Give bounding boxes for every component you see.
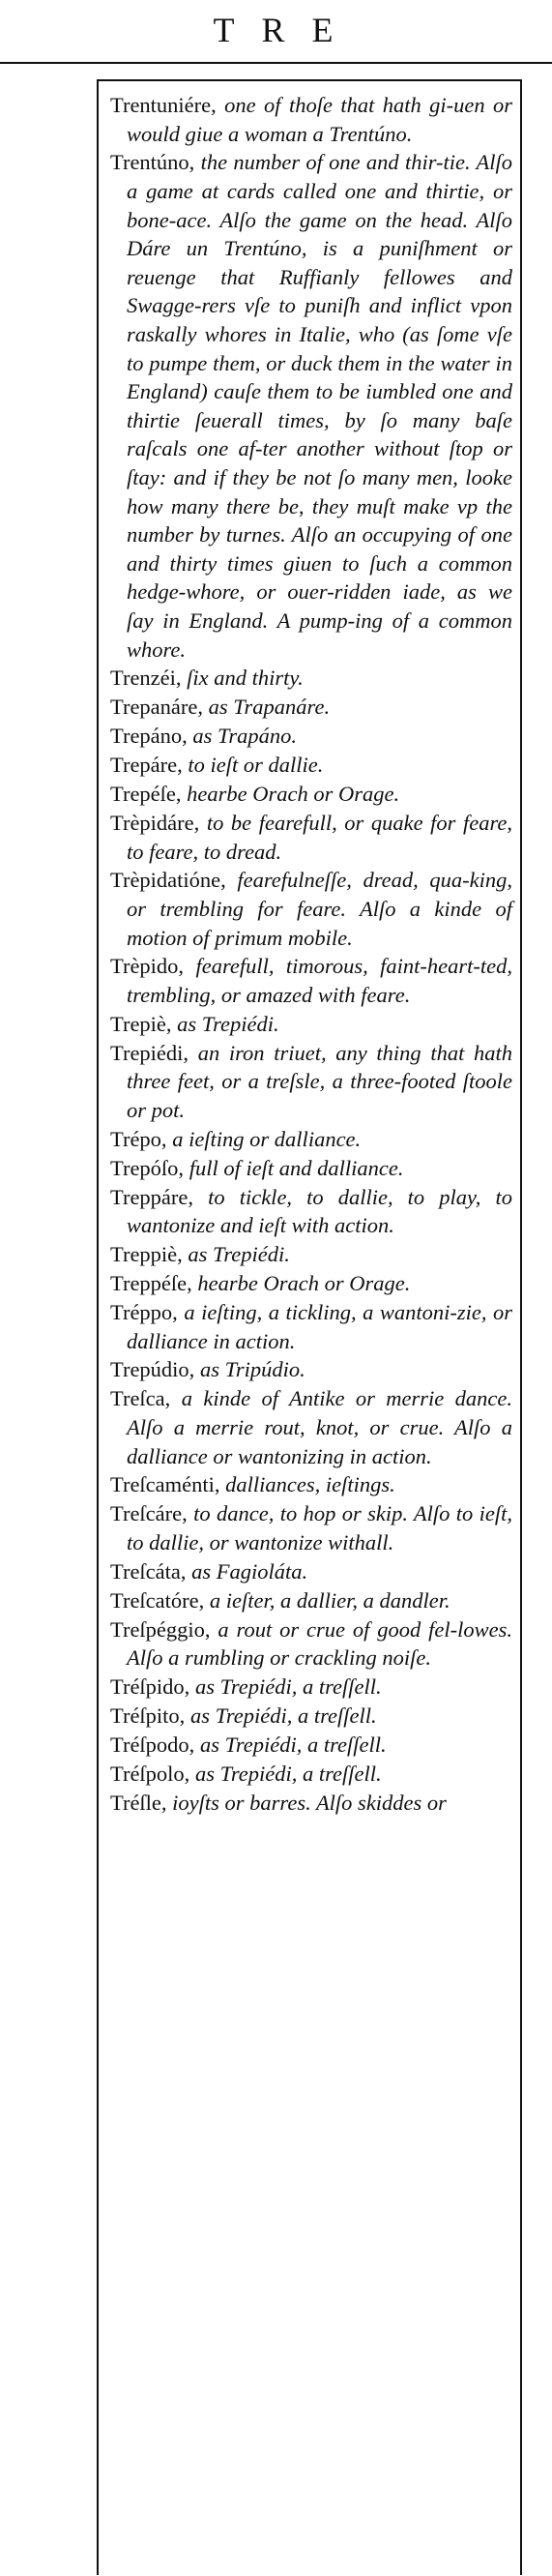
dictionary-entry (110, 1183, 512, 1240)
dictionary-entry (110, 1586, 512, 1615)
entry-gloss: a ieſting, a tickling, a wantoni-zie, or dalliance in action. (127, 1299, 512, 1353)
entry-gloss: as Trepiédi, a treſſell. (189, 1674, 382, 1700)
entry-headword: Tréſle, (110, 1790, 167, 1815)
dictionary-entry (110, 1010, 512, 1039)
entry-gloss: fearefulneſſe, dread, qua-king, or trembling for feare. Alſo a kinde of motion of primum mobile. (127, 868, 512, 950)
dictionary-entry (110, 91, 512, 148)
entry-gloss: fearefull, timorous, faint-heart-ted, trembling, or amazed with feare. (127, 954, 512, 1008)
entry-headword: Tréſpolo, (110, 1761, 190, 1786)
entry-headword: Trepáre, (110, 753, 183, 778)
entry-headword: Trépo, (110, 1126, 167, 1151)
entry-gloss: to tickle, to dallie, to play, to wantonize and ieſt with action. (127, 1184, 512, 1238)
entry-gloss: to be fearefull, or quake for feare, to feare, to dread. (127, 810, 512, 864)
dictionary-entry (110, 1269, 512, 1298)
entry-gloss: as Trepiédi. (171, 1011, 279, 1036)
dictionary-entry (110, 1384, 512, 1470)
dictionary-entry (110, 1154, 512, 1183)
entry-headword: Trentúno, (110, 150, 195, 175)
header-rule (0, 62, 552, 64)
entry-headword: Treſcáta, (110, 1558, 187, 1584)
dictionary-entry (110, 1789, 512, 1818)
entry-headword: Treppéſe, (110, 1271, 192, 1296)
page-header: TRE (213, 11, 361, 49)
dictionary-entry (110, 780, 512, 809)
entry-gloss: a ieſting or dalliance. (166, 1126, 362, 1151)
entry-gloss: hearbe Orach or Orage. (181, 782, 400, 807)
entry-gloss: a ieſter, a dallier, a dandler. (204, 1587, 450, 1613)
entry-headword: Treppáre, (110, 1184, 194, 1209)
entry-headword: Treſcaménti, (110, 1472, 220, 1497)
entry-gloss: a kinde of Antike or merrie dance. Alſo a merrie rout, knot, or crue. Alſo a dalliance or wantonizing in action. (127, 1386, 512, 1468)
dictionary-entry (110, 1039, 512, 1125)
dictionary-entry (110, 1125, 512, 1154)
dictionary-entry (110, 1355, 512, 1384)
entry-headword: Treſcatóre, (110, 1587, 205, 1613)
entry-headword: Trèpidáre, (110, 810, 200, 835)
entry-gloss: a rout or crue of good fel-lowes. Alſo a rumbling or crackling noiſe. (127, 1616, 512, 1671)
entry-headword: Trenzéi, (110, 666, 182, 691)
entry-headword: Tréſpodo, (110, 1732, 195, 1757)
entry-gloss: ſix and thirty. (181, 666, 304, 691)
entry-gloss: as Trepiédi, a treſſell. (185, 1703, 377, 1728)
entry-column (97, 79, 522, 2575)
entry-gloss: one of thoſe that hath gi-uen or would giue a woman a Trentúno. (127, 93, 512, 146)
entry-gloss: as Fagioláta. (186, 1558, 308, 1584)
entry-headword: Trepanáre, (110, 695, 204, 720)
dictionary-entry (110, 751, 512, 780)
dictionary-entry (110, 1731, 512, 1760)
entry-headword: Trèpidatióne, (110, 868, 226, 893)
entry-headword: Tréſpito, (110, 1703, 186, 1728)
entry-headword: Trentuniére, (110, 93, 217, 117)
dictionary-entry (110, 1760, 512, 1789)
entry-gloss: to dance, to hop or skip. Alſo to ieſt, to dallie, or wantonize withall. (127, 1501, 512, 1554)
dictionary-entry (110, 1615, 512, 1673)
dictionary-entry (110, 1702, 512, 1731)
dictionary-entry (110, 1557, 512, 1586)
entry-gloss: ioyſts or barres. Alſo skiddes or (166, 1790, 447, 1815)
entry-headword: Trepiè, (110, 1011, 172, 1036)
entry-headword: Treppiè, (110, 1242, 183, 1267)
entry-headword: Treſca, (110, 1386, 171, 1411)
entry-gloss: the number of one and thir-tie. Alſo a game at cards called one and thirtie, or bone-ace. Alſo the game on the head. Alſo Dáre un Trentúno, is a puniſhment or reuenge that Ruffianly fellowes and Swagge-rers vſe to puniſh and inflict vpon raskally whores in Italie, who (as ſome vſe to pumpe them, or duck them in the water in England) cauſe them to be iumbled one and thirtie ſeuerall times, by ſo many baſe raſcals one af-ter another without ſtop or ſtay: and if they be not ſo many men, looke how many there be, they muſt make vp the number by turnes. Alſo an occupying of one and thirty times giuen to ſuch a common hedge-whore, or ouer-ridden iade, as we ſay in England. A pump-ing of a common whore. (127, 150, 512, 662)
entry-headword: Tréppo, (110, 1299, 178, 1324)
entry-headword: Treſpéggio, (110, 1616, 211, 1642)
entry-gloss: as Tripúdio. (194, 1357, 305, 1382)
entry-headword: Trèpido, (110, 954, 185, 979)
entry-headword: Trepúdio, (110, 1357, 195, 1382)
dictionary-entry (110, 1499, 512, 1556)
dictionary-entry (110, 952, 512, 1009)
entry-gloss: as Trepiédi, a treſſell. (189, 1761, 382, 1786)
entry-headword: Treſcáre, (110, 1501, 188, 1526)
entry-gloss: as Trepiédi. (182, 1242, 290, 1267)
entry-gloss: as Trapanáre. (203, 695, 331, 720)
dictionary-entry (110, 722, 512, 751)
entry-headword: Tréſpido, (110, 1674, 190, 1700)
dictionary-entry (110, 809, 512, 866)
entry-headword: Trepóſo, (110, 1155, 185, 1180)
dictionary-entry (110, 866, 512, 952)
dictionary-entry (110, 1240, 512, 1269)
entry-gloss: an iron triuet, any thing that hath three feet, or a treſsle, a three-footed ſtoole or pot. (127, 1040, 512, 1123)
dictionary-entry (110, 148, 512, 664)
dictionary-entry (110, 1298, 512, 1355)
entry-gloss: dalliances, ieſtings. (219, 1472, 395, 1497)
entry-headword: Trepiédi, (110, 1040, 189, 1065)
entry-gloss: full of ieſt and dalliance. (184, 1155, 404, 1180)
dictionary-entry (110, 693, 512, 722)
entry-gloss: as Trapáno. (187, 724, 297, 749)
entry-gloss: to ieſt or dallie. (182, 753, 324, 778)
dictionary-entry (110, 1470, 512, 1499)
entry-headword: Trepáno, (110, 724, 188, 749)
dictionary-entry (110, 1673, 512, 1702)
entry-gloss: as Trepiédi, a treſſell. (194, 1732, 387, 1757)
entry-gloss: hearbe Orach or Orage. (191, 1271, 411, 1296)
dictionary-entry (110, 664, 512, 693)
entry-headword: Trepéſe, (110, 782, 182, 807)
